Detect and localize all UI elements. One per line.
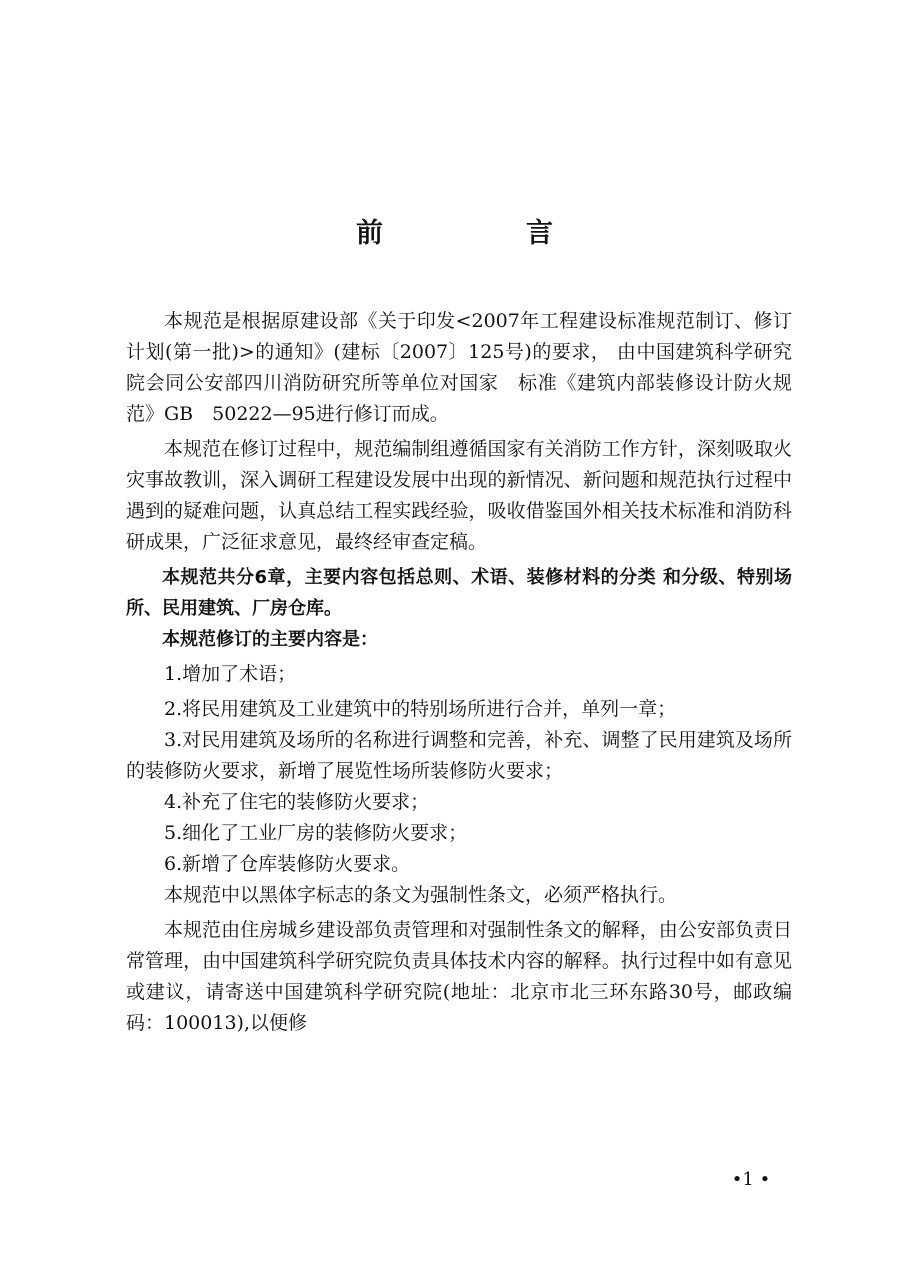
paragraph-revision-process: 本规范在修订过程中，规范编制组遵循国家有关消防工作方针，深刻吸取火灾事故教训，深入调研工程建设发展中出现的新情况、新问题和规范执行过程中遇到的疑难问题，认真总结工程实践经验，吸收借鉴国外相关技术标准和消防科研成果，广泛征求意见，最终经审查定稿。: [126, 438, 792, 553]
paragraph-management: 本规范由住房城乡建设部负责管理和对强制性条文的解释，由公安部负责日常管理，由中国建筑科学研究院负责具体技术内容的解释。执行过程中如有意见或建议，请寄送中国建筑科学研究院(地址：北京市北三环东路30号，邮政编码：100013),以便修: [126, 919, 792, 1034]
paragraph-main-content-heading: 本规范修订的主要内容是：: [162, 629, 378, 650]
list-item: 3.对民用建筑及场所的名称进行调整和完善，补充、调整了民用建筑及场所的装修防火要求，新增了展览性场所装修防火要求；: [126, 729, 792, 782]
page-title: 前 言: [356, 218, 611, 250]
list-item: 4.补充了住宅的装修防火要求；: [164, 791, 430, 813]
paragraph-origin: 本规范是根据原建设部《关于印发<2007年工程建设标准规范制订、修订计划(第一批)>的通知》(建标〔2007〕125号)的要求， 由中国建筑科学研究院会同公安部四川消防研究所等单位对国家 标准《建筑内部装修设计防火规范》GB 50222—95进行修订而成。: [126, 310, 792, 425]
page-number: •1 •: [731, 1169, 771, 1190]
list-item: 1.增加了术语；: [164, 663, 297, 685]
list-item: 6.新增了仓库装修防火要求。: [164, 853, 411, 875]
paragraph-mandatory-clauses: 本规范中以黑体字标志的条文为强制性条文，必须严格执行。: [164, 884, 678, 906]
list-item: 2.将民用建筑及工业建筑中的特别场所进行合并，单列一章；: [164, 698, 677, 720]
body-text: [126, 306, 792, 1039]
list-item: 5.细化了工业厂房的装修防火要求；: [164, 822, 468, 844]
paragraph-chapters: 本规范共分6章，主要内容包括总则、术语、装修材料的分类 和分级、特别场所、民用建筑、厂房仓库。: [126, 567, 792, 619]
